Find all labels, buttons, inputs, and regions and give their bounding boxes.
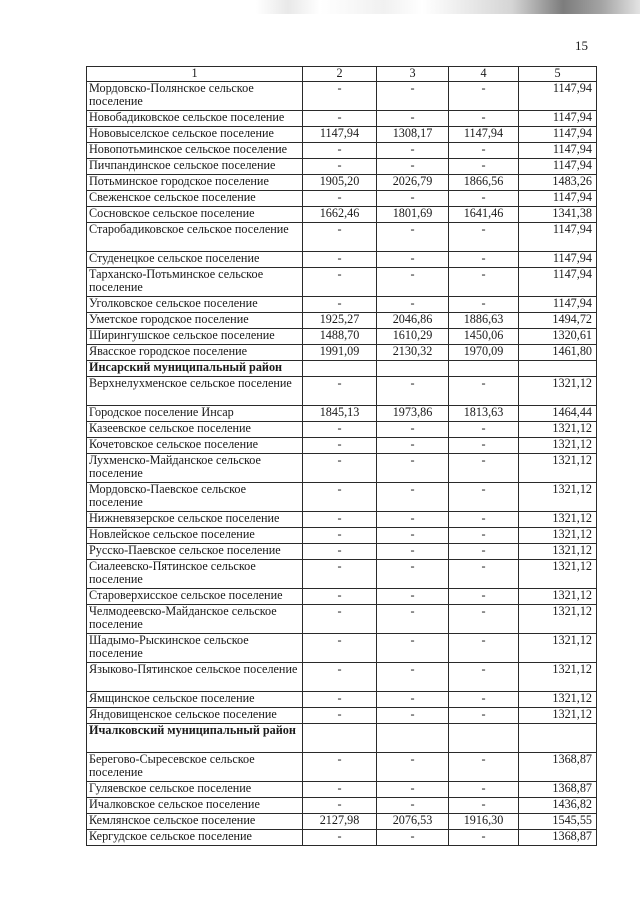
settlement-name-cell: Мордовско-Паевское сельское поселение	[87, 483, 303, 512]
value-cell-col4: -	[449, 544, 519, 560]
table-row	[87, 605, 597, 634]
table-row	[87, 406, 597, 422]
value-cell-col5: 1321,12	[519, 512, 597, 528]
value-cell-col2: -	[303, 483, 377, 512]
table-row	[87, 528, 597, 544]
settlement-name-cell: Языково-Пятинское сельское поселение	[87, 663, 303, 692]
value-cell-col5: 1321,12	[519, 483, 597, 512]
value-cell-col2: -	[303, 512, 377, 528]
value-cell-col3: -	[377, 82, 449, 111]
value-cell-col5: 1321,12	[519, 454, 597, 483]
value-cell-col5: 1368,87	[519, 782, 597, 798]
tariff-table	[86, 66, 597, 846]
table-row	[87, 692, 597, 708]
value-cell-col4: -	[449, 143, 519, 159]
column-header: 5	[519, 67, 597, 82]
value-cell-col5: 1321,12	[519, 589, 597, 605]
value-cell-col3: 1610,29	[377, 329, 449, 345]
table-row	[87, 252, 597, 268]
table-body	[87, 82, 597, 846]
value-cell-col4: -	[449, 753, 519, 782]
value-cell-col2: -	[303, 798, 377, 814]
value-cell-col3: -	[377, 692, 449, 708]
value-cell-col5: 1320,61	[519, 329, 597, 345]
table-row	[87, 830, 597, 846]
value-cell-col3: -	[377, 512, 449, 528]
value-cell-col4: -	[449, 708, 519, 724]
value-cell-col2: -	[303, 634, 377, 663]
table-row	[87, 268, 597, 297]
value-cell-col3: -	[377, 528, 449, 544]
settlement-name-cell: Ямщинское сельское поселение	[87, 692, 303, 708]
table-row	[87, 175, 597, 191]
value-cell-col2: -	[303, 544, 377, 560]
settlement-name-cell: Уголковское сельское поселение	[87, 297, 303, 313]
value-cell-col4	[449, 724, 519, 753]
value-cell-col5: 1147,94	[519, 143, 597, 159]
table-row	[87, 544, 597, 560]
settlement-name-cell: Кемлянское сельское поселение	[87, 814, 303, 830]
table-row	[87, 143, 597, 159]
value-cell-col4: -	[449, 438, 519, 454]
value-cell-col2: 1925,27	[303, 313, 377, 329]
settlement-name-cell: Челмодеевско-Майданское сельское поселение	[87, 605, 303, 634]
table-row	[87, 207, 597, 223]
value-cell-col3: 2130,32	[377, 345, 449, 361]
settlement-name-cell: Верхнелухменское сельское поселение	[87, 377, 303, 406]
settlement-name-cell: Кергудское сельское поселение	[87, 830, 303, 846]
value-cell-col4: 1970,09	[449, 345, 519, 361]
value-cell-col4: -	[449, 663, 519, 692]
value-cell-col5: 1147,94	[519, 223, 597, 252]
value-cell-col5: 1368,87	[519, 830, 597, 846]
value-cell-col3: 1801,69	[377, 207, 449, 223]
value-cell-col2: -	[303, 753, 377, 782]
value-cell-col4: -	[449, 692, 519, 708]
settlement-name-cell: Тарханско-Потьминское сельское поселение	[87, 268, 303, 297]
value-cell-col5	[519, 724, 597, 753]
settlement-name-cell: Шадымо-Рыскинское сельское поселение	[87, 634, 303, 663]
value-cell-col4: -	[449, 483, 519, 512]
value-cell-col5: 1436,82	[519, 798, 597, 814]
settlement-name-cell: Пичпандинское сельское поселение	[87, 159, 303, 175]
value-cell-col3: -	[377, 297, 449, 313]
value-cell-col2: -	[303, 692, 377, 708]
value-cell-col5: 1461,80	[519, 345, 597, 361]
value-cell-col5: 1321,12	[519, 438, 597, 454]
value-cell-col3: -	[377, 798, 449, 814]
table-row	[87, 329, 597, 345]
settlement-name-cell: Ширингушское сельское поселение	[87, 329, 303, 345]
value-cell-col4: -	[449, 297, 519, 313]
value-cell-col2: -	[303, 297, 377, 313]
value-cell-col3: -	[377, 634, 449, 663]
value-cell-col5: 1321,12	[519, 692, 597, 708]
value-cell-col3: -	[377, 268, 449, 297]
value-cell-col4	[449, 361, 519, 377]
value-cell-col3: -	[377, 159, 449, 175]
value-cell-col4: -	[449, 830, 519, 846]
value-cell-col2: -	[303, 438, 377, 454]
value-cell-col2: -	[303, 111, 377, 127]
settlement-name-cell: Сиалеевско-Пятинское сельское поселение	[87, 560, 303, 589]
value-cell-col5: 1464,44	[519, 406, 597, 422]
column-header: 3	[377, 67, 449, 82]
value-cell-col3: -	[377, 454, 449, 483]
settlement-name-cell: Мордовско-Полянское сельское поселение	[87, 82, 303, 111]
value-cell-col4: -	[449, 560, 519, 589]
value-cell-col2: -	[303, 528, 377, 544]
column-header: 1	[87, 67, 303, 82]
value-cell-col4: -	[449, 82, 519, 111]
value-cell-col5: 1483,26	[519, 175, 597, 191]
column-header: 2	[303, 67, 377, 82]
table-row	[87, 708, 597, 724]
table-row	[87, 82, 597, 111]
table-row	[87, 454, 597, 483]
table-row	[87, 753, 597, 782]
value-cell-col2: -	[303, 589, 377, 605]
table-row	[87, 560, 597, 589]
value-cell-col4: -	[449, 512, 519, 528]
settlement-name-cell: Потьминское городское поселение	[87, 175, 303, 191]
value-cell-col3: -	[377, 111, 449, 127]
table-row	[87, 483, 597, 512]
value-cell-col3: 2076,53	[377, 814, 449, 830]
settlement-name-cell: Городское поселение Инсар	[87, 406, 303, 422]
value-cell-col5: 1147,94	[519, 191, 597, 207]
value-cell-col2: -	[303, 708, 377, 724]
value-cell-col4: -	[449, 268, 519, 297]
value-cell-col5: 1147,94	[519, 268, 597, 297]
value-cell-col2: 1488,70	[303, 329, 377, 345]
value-cell-col5: 1321,12	[519, 634, 597, 663]
value-cell-col2: -	[303, 663, 377, 692]
table-row	[87, 313, 597, 329]
value-cell-col2: -	[303, 454, 377, 483]
settlement-name-cell: Кочетовское сельское поселение	[87, 438, 303, 454]
value-cell-col4: -	[449, 422, 519, 438]
value-cell-col3: -	[377, 223, 449, 252]
value-cell-col4: -	[449, 159, 519, 175]
value-cell-col4: -	[449, 111, 519, 127]
value-cell-col3: -	[377, 830, 449, 846]
value-cell-col5	[519, 361, 597, 377]
settlement-name-cell: Нижневязерское сельское поселение	[87, 512, 303, 528]
table-row	[87, 782, 597, 798]
value-cell-col2: -	[303, 143, 377, 159]
table-row	[87, 634, 597, 663]
table-row	[87, 377, 597, 406]
value-cell-col2	[303, 724, 377, 753]
value-cell-col5: 1321,12	[519, 708, 597, 724]
value-cell-col2: 1991,09	[303, 345, 377, 361]
value-cell-col3: -	[377, 544, 449, 560]
settlement-name-cell: Старобадиковское сельское поселение	[87, 223, 303, 252]
settlement-name-cell: Студенецкое сельское поселение	[87, 252, 303, 268]
value-cell-col4: -	[449, 528, 519, 544]
value-cell-col3: -	[377, 663, 449, 692]
settlement-name-cell: Казеевское сельское поселение	[87, 422, 303, 438]
value-cell-col4: 1641,46	[449, 207, 519, 223]
settlement-name-cell: Нововыселское сельское поселение	[87, 127, 303, 143]
settlement-name-cell: Новобадиковское сельское поселение	[87, 111, 303, 127]
value-cell-col5: 1321,12	[519, 528, 597, 544]
settlement-name-cell: Ичалковское сельское поселение	[87, 798, 303, 814]
value-cell-col4: -	[449, 589, 519, 605]
value-cell-col5: 1341,38	[519, 207, 597, 223]
settlement-name-cell: Яндовищенское сельское поселение	[87, 708, 303, 724]
value-cell-col5: 1321,12	[519, 605, 597, 634]
settlement-name-cell: Новопотьминское сельское поселение	[87, 143, 303, 159]
value-cell-col2: -	[303, 377, 377, 406]
value-cell-col5: 1321,12	[519, 377, 597, 406]
value-cell-col3: -	[377, 605, 449, 634]
district-header-row	[87, 361, 597, 377]
value-cell-col5: 1147,94	[519, 297, 597, 313]
value-cell-col3: -	[377, 708, 449, 724]
value-cell-col2: -	[303, 560, 377, 589]
settlement-name-cell: Уметское городское поселение	[87, 313, 303, 329]
value-cell-col4: -	[449, 252, 519, 268]
settlement-name-cell: Новлейское сельское поселение	[87, 528, 303, 544]
value-cell-col3: -	[377, 753, 449, 782]
value-cell-col3	[377, 361, 449, 377]
table-row	[87, 814, 597, 830]
value-cell-col3: 1973,86	[377, 406, 449, 422]
value-cell-col3: -	[377, 191, 449, 207]
settlement-name-cell: Берегово-Сыресевское сельское поселение	[87, 753, 303, 782]
value-cell-col5: 1147,94	[519, 252, 597, 268]
value-cell-col2: -	[303, 191, 377, 207]
value-cell-col4: -	[449, 223, 519, 252]
value-cell-col5: 1321,12	[519, 663, 597, 692]
scan-edge-artifact	[0, 0, 640, 14]
value-cell-col4: 1813,63	[449, 406, 519, 422]
value-cell-col2: -	[303, 223, 377, 252]
value-cell-col4: 1886,63	[449, 313, 519, 329]
value-cell-col5: 1321,12	[519, 560, 597, 589]
column-header: 4	[449, 67, 519, 82]
value-cell-col2: -	[303, 268, 377, 297]
value-cell-col4: -	[449, 454, 519, 483]
district-header-row	[87, 724, 597, 753]
value-cell-col2: -	[303, 782, 377, 798]
value-cell-col3: -	[377, 438, 449, 454]
value-cell-col4: 1916,30	[449, 814, 519, 830]
value-cell-col2: 1662,46	[303, 207, 377, 223]
value-cell-col4: -	[449, 782, 519, 798]
value-cell-col4: 1450,06	[449, 329, 519, 345]
page-number: 15	[575, 38, 588, 53]
value-cell-col3: -	[377, 252, 449, 268]
value-cell-col4: -	[449, 377, 519, 406]
value-cell-col3: 2026,79	[377, 175, 449, 191]
table-row	[87, 223, 597, 252]
value-cell-col2: 1147,94	[303, 127, 377, 143]
value-cell-col5: 1368,87	[519, 753, 597, 782]
value-cell-col4: -	[449, 191, 519, 207]
table-row	[87, 191, 597, 207]
table-row	[87, 297, 597, 313]
value-cell-col2: -	[303, 159, 377, 175]
value-cell-col2: 2127,98	[303, 814, 377, 830]
table-header	[87, 67, 597, 82]
settlement-name-cell: Свеженское сельское поселение	[87, 191, 303, 207]
value-cell-col3: -	[377, 589, 449, 605]
value-cell-col2: -	[303, 605, 377, 634]
value-cell-col3: -	[377, 483, 449, 512]
value-cell-col3: -	[377, 143, 449, 159]
value-cell-col5: 1494,72	[519, 313, 597, 329]
value-cell-col2: -	[303, 252, 377, 268]
value-cell-col3	[377, 724, 449, 753]
value-cell-col2: 1905,20	[303, 175, 377, 191]
settlement-name-cell: Староверхисское сельское поселение	[87, 589, 303, 605]
value-cell-col5: 1321,12	[519, 422, 597, 438]
settlement-name-cell: Явасское городское поселение	[87, 345, 303, 361]
table-row	[87, 422, 597, 438]
value-cell-col5: 1147,94	[519, 127, 597, 143]
settlement-name-cell: Ичалковский муниципальный район	[87, 724, 303, 753]
table-row	[87, 159, 597, 175]
settlement-name-cell: Сосновское сельское поселение	[87, 207, 303, 223]
value-cell-col2: -	[303, 830, 377, 846]
value-cell-col5: 1147,94	[519, 82, 597, 111]
value-cell-col3: 2046,86	[377, 313, 449, 329]
table-row	[87, 663, 597, 692]
table-row	[87, 111, 597, 127]
value-cell-col2: -	[303, 422, 377, 438]
settlement-name-cell: Гуляевское сельское поселение	[87, 782, 303, 798]
value-cell-col4: -	[449, 634, 519, 663]
value-cell-col4: 1866,56	[449, 175, 519, 191]
value-cell-col2	[303, 361, 377, 377]
table-row	[87, 589, 597, 605]
table-row	[87, 512, 597, 528]
value-cell-col5: 1321,12	[519, 544, 597, 560]
value-cell-col3: -	[377, 560, 449, 589]
value-cell-col3: -	[377, 377, 449, 406]
settlement-name-cell: Инсарский муниципальный район	[87, 361, 303, 377]
value-cell-col4: -	[449, 605, 519, 634]
value-cell-col4: -	[449, 798, 519, 814]
value-cell-col5: 1147,94	[519, 159, 597, 175]
settlement-name-cell: Лухменско-Майданское сельское поселение	[87, 454, 303, 483]
value-cell-col2: 1845,13	[303, 406, 377, 422]
value-cell-col3: -	[377, 782, 449, 798]
table-row	[87, 127, 597, 143]
table-row	[87, 798, 597, 814]
value-cell-col3: 1308,17	[377, 127, 449, 143]
table-row	[87, 438, 597, 454]
value-cell-col4: 1147,94	[449, 127, 519, 143]
value-cell-col5: 1147,94	[519, 111, 597, 127]
settlement-name-cell: Русско-Паевское сельское поселение	[87, 544, 303, 560]
value-cell-col2: -	[303, 82, 377, 111]
value-cell-col3: -	[377, 422, 449, 438]
table-row	[87, 345, 597, 361]
value-cell-col5: 1545,55	[519, 814, 597, 830]
